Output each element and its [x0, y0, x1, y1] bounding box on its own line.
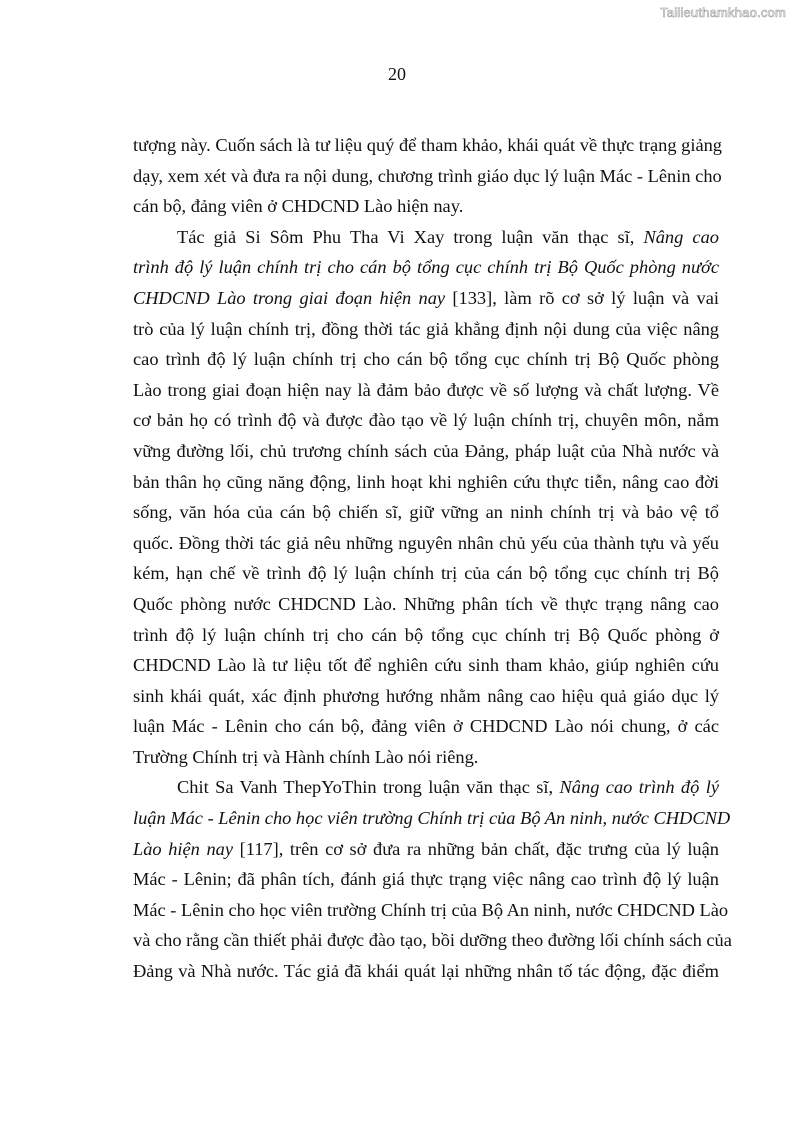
- text-line: [133, 650, 719, 681]
- text-line: [133, 467, 719, 498]
- text-segment: kém, hạn chế về trình độ lý luận chính trị của cán bộ tổng cục chính trị Bộ: [133, 563, 719, 584]
- text-line: [133, 283, 719, 314]
- text-line: [133, 436, 719, 467]
- text-segment: cán bộ, đảng viên ở CHDCND Lào hiện nay.: [133, 196, 464, 217]
- text-line: [133, 834, 719, 865]
- page-number: 20: [388, 64, 406, 84]
- text-line: [133, 742, 719, 773]
- italic-text-segment: trình độ lý luận chính trị cho cán bộ tổng cục chính trị Bộ Quốc phòng nước: [133, 257, 719, 278]
- text-segment: cơ bản họ có trình độ và được đào tạo về lý luận chính trị, chuyên môn, nắm: [133, 410, 719, 431]
- text-segment: [133], làm rõ cơ sở lý luận và vai: [445, 287, 719, 308]
- text-line: [133, 528, 719, 559]
- text-line: [133, 620, 719, 651]
- text-segment: Lào trong giai đoạn hiện nay là đảm bảo được về số lượng và chất lượng. Về: [133, 379, 719, 400]
- text-segment: vững đường lối, chủ trương chính sách của Đảng, pháp luật của Nhà nước và: [133, 440, 719, 461]
- text-segment: sinh khái quát, xác định phương hướng nhằm nâng cao hiệu quả giáo dục lý: [133, 685, 719, 706]
- text-line: [133, 252, 719, 283]
- text-line: [133, 925, 732, 956]
- text-line: [133, 895, 729, 926]
- text-segment: và cho rằng cần thiết phải được đào tạo, bồi dưỡng theo đường lối chính sách của: [133, 930, 732, 951]
- text-segment: Trường Chính trị và Hành chính Lào nói riêng.: [133, 746, 479, 767]
- text-segment: Mác - Lênin; đã phân tích, đánh giá thực trạng việc nâng cao trình độ lý luận: [133, 869, 719, 890]
- body-text: [133, 130, 732, 987]
- text-segment: Tác giả Si Sôm Phu Tha Vi Xay trong luận văn thạc sĩ,: [177, 226, 644, 247]
- text-line: [133, 711, 719, 742]
- italic-text-segment: Nâng cao trình độ lý: [559, 777, 719, 798]
- text-segment: trò của lý luận chính trị, đồng thời tác giả khẳng định nội dung của việc nâng: [133, 318, 719, 339]
- text-line: [133, 558, 719, 589]
- text-segment: Chit Sa Vanh ThepYoThin trong luận văn thạc sĩ,: [177, 777, 560, 798]
- text-segment: CHDCND Lào là tư liệu tốt để nghiên cứu sinh tham khảo, giúp nghiên cứu: [133, 655, 719, 676]
- text-line: [133, 681, 719, 712]
- text-line: [133, 589, 719, 620]
- italic-text-segment: Lào hiện nay: [133, 838, 233, 859]
- text-segment: Mác - Lênin cho học viên trường Chính trị của Bộ An ninh, nước CHDCND Lào: [133, 899, 729, 920]
- text-segment: [117], trên cơ sở đưa ra những bản chất, đặc trưng của lý luận: [233, 838, 719, 859]
- text-segment: cao trình độ lý luận chính trị cho cán bộ tổng cục chính trị Bộ Quốc phòng: [133, 349, 719, 370]
- italic-text-segment: Nâng cao: [643, 226, 719, 247]
- text-segment: bản thân họ cũng năng động, linh hoạt khi nghiên cứu thực tiễn, nâng cao đời: [133, 471, 719, 492]
- text-line: [133, 956, 719, 987]
- text-line: [133, 130, 722, 161]
- text-line: [133, 222, 719, 253]
- text-segment: trình độ lý luận chính trị cho cán bộ tổng cục chính trị Bộ Quốc phòng ở: [133, 624, 719, 645]
- text-segment: Quốc phòng nước CHDCND Lào. Những phân tích về thực trạng nâng cao: [133, 593, 719, 614]
- text-segment: dạy, xem xét và đưa ra nội dung, chương trình giáo dục lý luận Mác - Lênin cho: [133, 165, 722, 186]
- text-line: [133, 405, 719, 436]
- text-segment: quốc. Đồng thời tác giả nêu những nguyên nhân chủ yếu của thành tựu và yếu: [133, 532, 719, 553]
- text-line: [133, 161, 722, 192]
- italic-text-segment: CHDCND Lào trong giai đoạn hiện nay: [133, 287, 446, 308]
- text-line: [133, 344, 719, 375]
- text-line: [133, 803, 731, 834]
- text-line: [133, 314, 719, 345]
- text-segment: sống, văn hóa của cán bộ chiến sĩ, giữ vững an ninh chính trị và bảo vệ tổ: [133, 502, 719, 523]
- text-segment: tượng này. Cuốn sách là tư liệu quý để tham khảo, khái quát về thực trạng giảng: [133, 135, 722, 155]
- text-segment: Đảng và Nhà nước. Tác giả đã khái quát lại những nhân tố tác động, đặc điểm: [133, 961, 719, 982]
- text-line: [133, 497, 719, 528]
- watermark-text: Tailieuthamkhao.com: [660, 5, 786, 20]
- italic-text-segment: luận Mác - Lênin cho học viên trường Chính trị của Bộ An ninh, nước CHDCND: [133, 808, 731, 829]
- text-line: [133, 375, 719, 406]
- text-segment: luận Mác - Lênin cho cán bộ, đảng viên ở CHDCND Lào nói chung, ở các: [133, 716, 719, 737]
- text-line: [133, 772, 719, 803]
- text-line: [133, 191, 719, 222]
- text-line: [133, 864, 719, 895]
